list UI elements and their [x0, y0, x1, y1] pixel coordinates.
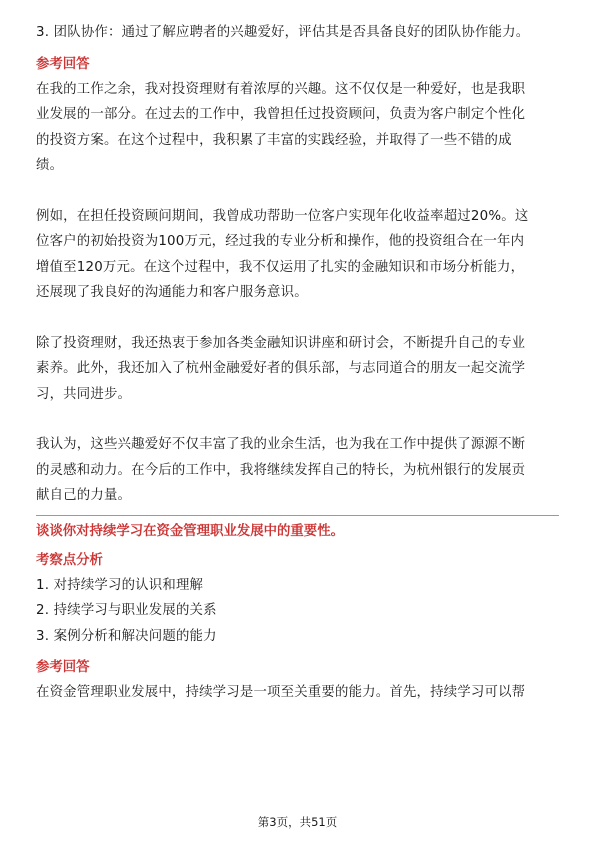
analysis-item: 3. 案例分析和解决问题的能力 [36, 628, 217, 644]
text-line: 业发展的一部分。在过去的工作中，我曾担任过投资顾问，负责为客户制定个性化 [36, 107, 526, 122]
analysis-item: 2. 持续学习与职业发展的关系 [36, 603, 217, 618]
answer-paragraph [36, 432, 559, 509]
text-line: 增值至120万元。在这个过程中，我不仅运用了扎实的金融知识和市场分析能力， [36, 259, 525, 275]
document-page [36, 20, 559, 706]
text-line: 例如，在担任投资顾问期间，我曾成功帮助一位客户实现年化收益率超过20%。这 [36, 208, 529, 224]
text-line: 在我的工作之余，我对投资理财有着浓厚的兴趣。这不仅仅是一种爱好，也是我职 [36, 81, 526, 97]
text-line: 素养。此外，我还加入了杭州金融爱好者的俱乐部，与志同道合的朋友一起交流学 [36, 361, 526, 376]
text-line: 我认为，这些兴趣爱好不仅丰富了我的业余生活，也为我在工作中提供了源源不断 [36, 437, 526, 452]
analysis-item: 1. 对持续学习的认识和理解 [36, 577, 204, 593]
evaluation-point-3: 3. 团队协作：通过了解应聘者的兴趣爱好，评估其是否具备良好的团队协作能力。 [36, 25, 530, 40]
text-line: 位客户的初始投资为100万元，经过我的专业分析和操作，他的投资组合在一年内 [36, 234, 525, 249]
reference-answer-heading: 参考回答 [36, 56, 90, 72]
text-line: 绩。 [36, 158, 64, 173]
section-divider [36, 515, 559, 516]
question-title: 谈谈你对持续学习在资金管理职业发展中的重要性。 [36, 523, 344, 539]
text-line: 还展现了我良好的沟通能力和客户服务意识。 [36, 285, 308, 300]
answer-paragraph [36, 77, 559, 179]
answer-paragraph [36, 204, 559, 306]
text-line: 献自己的力量。 [36, 488, 132, 503]
reference-answer-heading: 参考回答 [36, 660, 90, 675]
text-line: 在资金管理职业发展中，持续学习是一项至关重要的能力。首先，持续学习可以帮 [36, 685, 526, 700]
page-number: 第3页，共51页 [257, 815, 338, 829]
analysis-heading: 考察点分析 [36, 552, 103, 568]
text-line: 的投资方案。在这个过程中，我积累了丰富的实践经验，并取得了一些不错的成 [36, 132, 512, 148]
text-line: 的灵感和动力。在今后的工作中，我将继续发挥自己的特长，为杭州银行的发展贡 [36, 462, 526, 478]
answer-paragraph [36, 331, 559, 408]
text-line: 除了投资理财，我还热衷于参加各类金融知识讲座和研讨会，不断提升自己的专业 [36, 335, 526, 351]
text-line: 习，共同进步。 [36, 386, 132, 402]
